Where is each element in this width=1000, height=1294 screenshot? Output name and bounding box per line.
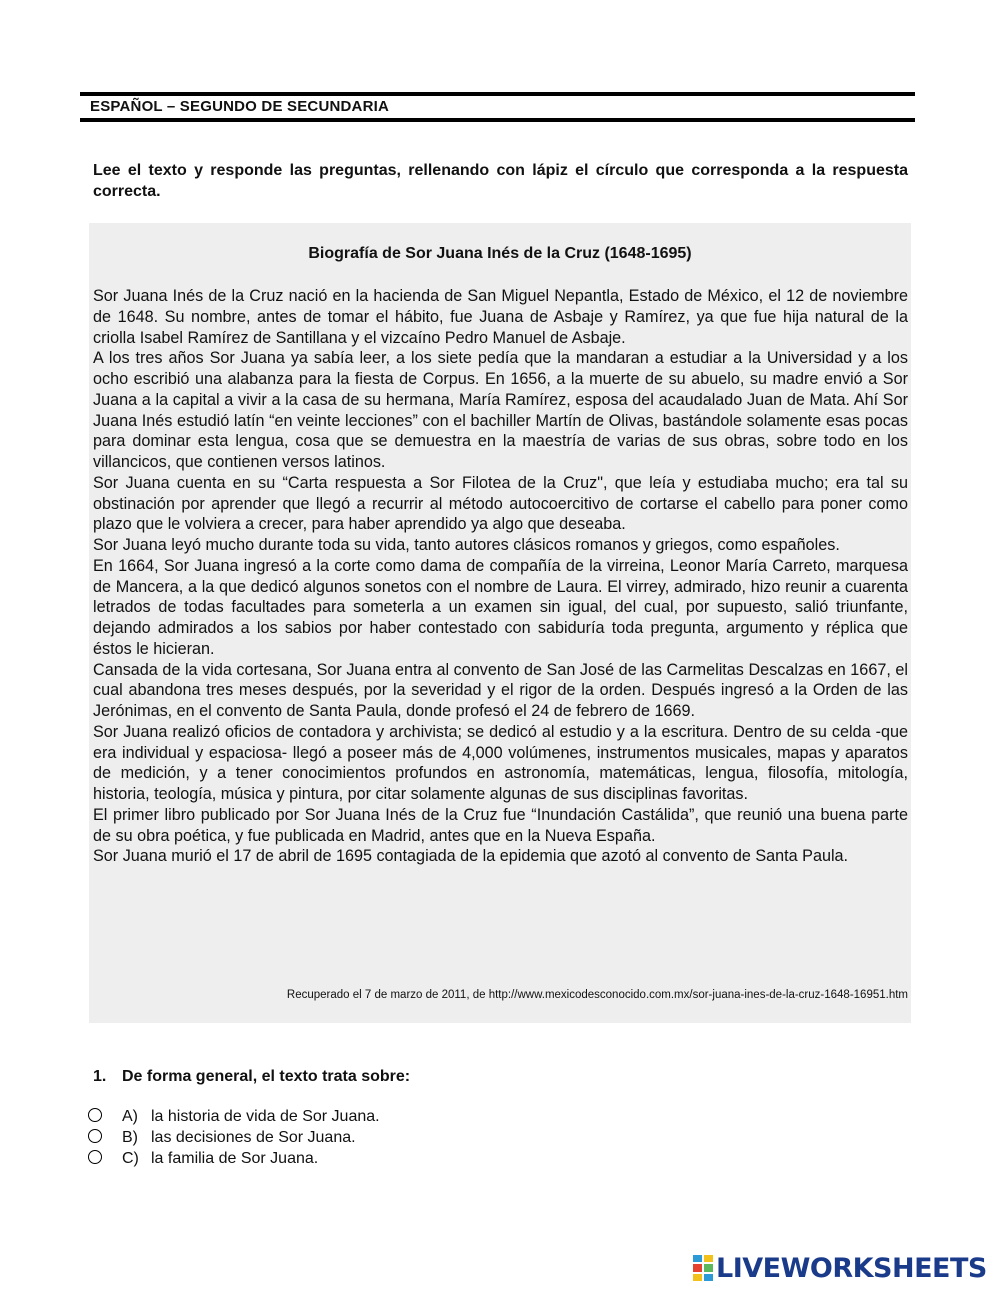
- reading-body: [93, 286, 908, 867]
- reading-passage: [89, 223, 911, 1023]
- paragraph: A los tres años Sor Juana ya sabía leer, a los siete pedía que la mandaran a estudiar a la Universidad y a los ocho escribió una alabanza para la fiesta de Corpus. En 1656, a la muerte de su abuelo, su madre envió a Sor Juana a la capital a vivir a la casa de su hermana, María Ramírez, esposa del acaudalado Juan de Mata. Ahí Sor Juana Inés estudió latín “en veinte lecciones” con el bachiller Martín de Olivas, bastándole solamente esas pocas para dominar esta lengua, cosa que se demuestra en la maestría de varias de sus obras, sobre todo en los villancicos, que contienen versos latinos.: [93, 349, 908, 471]
- option-text: las decisiones de Sor Juana.: [151, 1129, 356, 1146]
- paragraph: Sor Juana murió el 17 de abril de 1695 contagiada de la epidemia que azotó al convento de Santa Paula.: [93, 847, 849, 866]
- radio-circle-icon[interactable]: [88, 1108, 102, 1122]
- paragraph: Cansada de la vida cortesana, Sor Juana entra al convento de San José de las Carmelitas Descalzas en 1667, el cual abandona tres meses después, por la severidad y el rigor de la orden. Después ingresó a la Orden de las Jerónimas, en el convento de Santa Paula, donde profesó el 24 de febrero de 1669.: [93, 660, 908, 720]
- question-text: De forma general, el texto trata sobre:: [122, 1068, 411, 1085]
- reading-title: Biografía de Sor Juana Inés de la Cruz (1648-1695): [308, 245, 692, 262]
- question-1: [93, 1068, 410, 1086]
- radio-circle-icon[interactable]: [88, 1150, 102, 1164]
- logo-text: LIVEWORKSHEETS: [716, 1252, 987, 1284]
- paragraph: Sor Juana realizó oficios de contadora y archivista; se dedicó al estudio y a la escritura. Dentro de su celda -que era individual y espaciosa- llegó a poseer más de 4,000 volúmenes, instrumentos musicales, mapas y aparatos de medición, y a tener conocimientos profundos en astronomía, matemáticas, lengua, filosofía, mitología, historia, teología, música y pintura, por citar solamente algunas de sus disciplinas favoritas.: [93, 722, 908, 803]
- liveworksheets-logo: [693, 1253, 987, 1283]
- paragraph: Sor Juana cuenta en su “Carta respuesta a Sor Filotea de la Cruz", que leía y estudiaba mucho; era tal su obstinación por aprender que llegó a recurrir al método autocoercitivo de cortarse el cabello para poner como plazo que le volviera a crecer, para haber aprendido ya algo que deseaba.: [93, 473, 908, 534]
- option-letter: B): [122, 1129, 138, 1146]
- option-text: la familia de Sor Juana.: [151, 1150, 319, 1167]
- paragraph: En 1664, Sor Juana ingresó a la corte como dama de compañía de la virreina, Leonor María Carreto, marquesa de Mancera, a la que dedicó algunos sonetos con el nombre de Laura. El virrey, admirado, hizo reunir a cuarenta letrados de todas facultades para someterla a un examen sin igual, del cual, por supuesto, salió triunfante, dejando admirados a los sabios por haber contestado con sabiduría toda pregunta, argumento y réplica que éstos le hicieran.: [93, 556, 908, 658]
- paragraph: Sor Juana leyó mucho durante toda su vida, tanto autores clásicos romanos y griegos, como españoles.: [93, 536, 840, 554]
- header-bar: [80, 92, 915, 122]
- paragraph: Sor Juana Inés de la Cruz nació en la hacienda de San Miguel Nepantla, Estado de México, el 12 de noviembre de 1648. Su nombre, antes de tomar el hábito, fue Juana de Asbaje y Ramírez, ya que fue hija natural de la criolla Isabel Ramírez de Santillana y el vizcaíno Pedro Manuel de Asbaje.: [93, 287, 908, 347]
- question-number: 1.: [93, 1068, 107, 1085]
- option-letter: A): [122, 1108, 138, 1125]
- liveworksheets-logo-icon: [693, 1255, 713, 1281]
- paragraph: El primer libro publicado por Sor Juana Inés de la Cruz fue “Inundación Castálida”, que reunió una buena parte de su obra poética, y fue publicada en Madrid, antes que en la Nueva España.: [93, 805, 908, 845]
- page-title: ESPAÑOL – SEGUNDO DE SECUNDARIA: [90, 98, 390, 115]
- instructions: Lee el texto y responde las preguntas, rellenando con lápiz el círculo que corresponda a la respuesta correcta.: [93, 162, 908, 200]
- radio-circle-icon[interactable]: [88, 1129, 102, 1143]
- option-letter: C): [122, 1150, 139, 1167]
- source-citation: Recuperado el 7 de marzo de 2011, de http://www.mexicodesconocido.com.mx/sor-juana-ines-de-la-cruz-1648-16951.htm: [286, 989, 908, 1001]
- option-text: la historia de vida de Sor Juana.: [151, 1108, 380, 1125]
